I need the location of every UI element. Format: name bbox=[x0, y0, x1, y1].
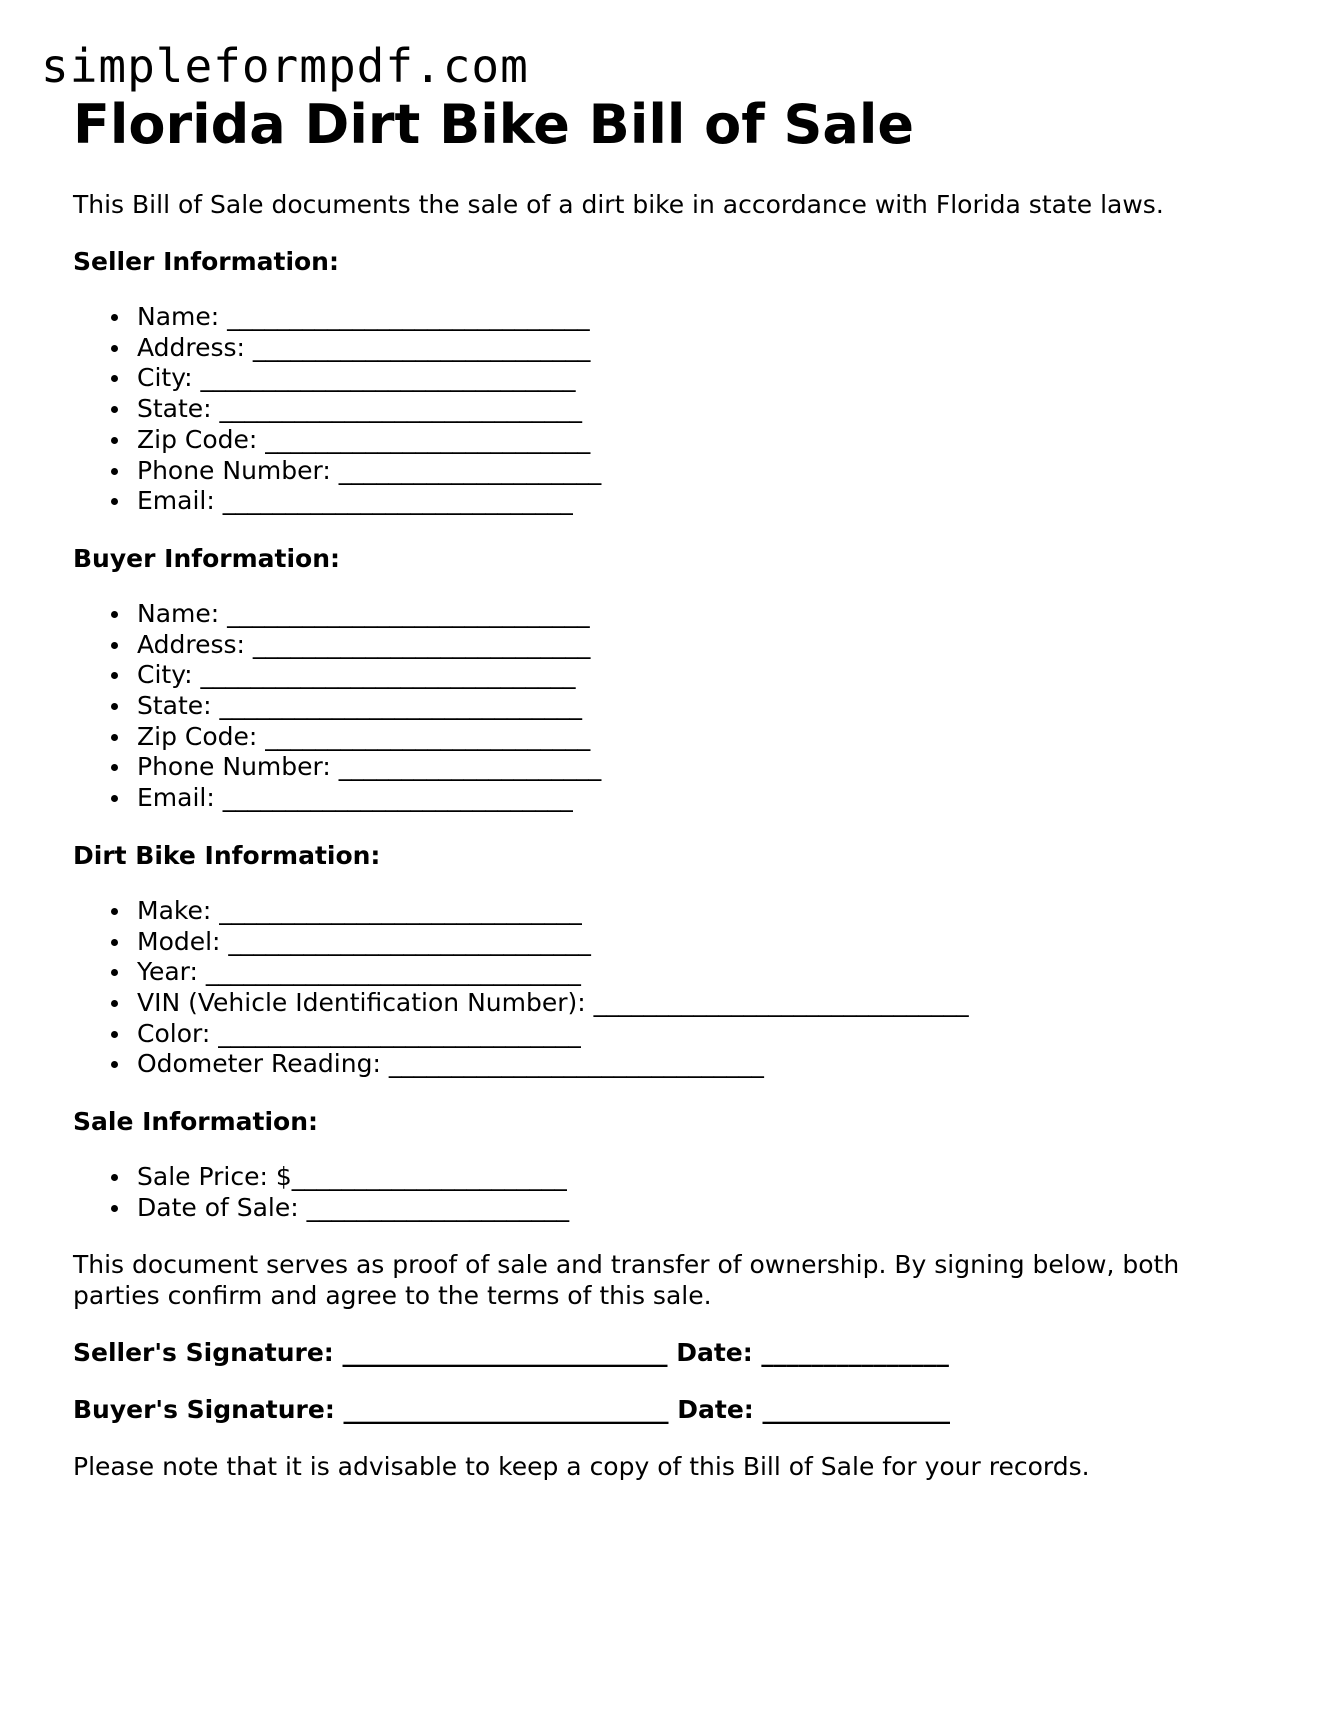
bike-color-field: Color: _____________________________ bbox=[137, 1019, 1253, 1050]
sale-section-heading: Sale Information: bbox=[73, 1107, 318, 1137]
sale-date-field: Date of Sale: _____________________ bbox=[137, 1193, 1253, 1224]
sale-fields-list bbox=[73, 1162, 1253, 1223]
buyer-phone-field: Phone Number: _____________________ bbox=[137, 752, 1253, 783]
buyer-email-field: Email: ____________________________ bbox=[137, 783, 1253, 814]
intro-paragraph: This Bill of Sale documents the sale of a dirt bike in accordance with Florida state laws. bbox=[73, 190, 1164, 219]
buyer-state-field: State: _____________________________ bbox=[137, 691, 1253, 722]
bike-model-field: Model: _____________________________ bbox=[137, 927, 1253, 958]
seller-signature-line: Seller's Signature: __________________________ Date: _______________ bbox=[73, 1338, 949, 1368]
agreement-paragraph: This document serves as proof of sale and transfer of ownership. By signing below, both parties confirm and agree to the terms of this sale. bbox=[73, 1250, 1180, 1311]
seller-section-heading: Seller Information: bbox=[73, 247, 339, 276]
bike-fields-list bbox=[73, 896, 1253, 1080]
seller-address-field: Address: ___________________________ bbox=[137, 333, 1253, 364]
buyer-section-heading: Buyer Information: bbox=[73, 543, 341, 573]
document-title: Florida Dirt Bike Bill of Sale bbox=[73, 93, 915, 156]
bike-year-field: Year: ______________________________ bbox=[137, 957, 1253, 988]
buyer-signature-line: Buyer's Signature: __________________________ Date: _______________ bbox=[73, 1395, 950, 1425]
bike-odometer-field: Odometer Reading: ______________________________ bbox=[137, 1049, 1253, 1080]
buyer-address-field: Address: ___________________________ bbox=[137, 630, 1253, 661]
closing-note: Please note that it is advisable to keep a copy of this Bill of Sale for your records. bbox=[73, 1452, 1090, 1482]
buyer-city-field: City: ______________________________ bbox=[137, 660, 1253, 691]
seller-phone-field: Phone Number: _____________________ bbox=[137, 456, 1253, 487]
buyer-zip-field: Zip Code: __________________________ bbox=[137, 722, 1253, 753]
seller-zip-field: Zip Code: __________________________ bbox=[137, 425, 1253, 456]
seller-name-field: Name: _____________________________ bbox=[137, 302, 1253, 333]
buyer-fields-list bbox=[73, 599, 1253, 814]
seller-state-field: State: _____________________________ bbox=[137, 394, 1253, 425]
seller-city-field: City: ______________________________ bbox=[137, 363, 1253, 394]
bike-vin-field: VIN (Vehicle Identification Number): ______________________________ bbox=[137, 988, 1253, 1019]
bill-of-sale-document bbox=[73, 92, 1253, 1482]
bike-make-field: Make: _____________________________ bbox=[137, 896, 1253, 927]
site-watermark: simpleformpdf.com bbox=[41, 39, 529, 93]
seller-fields-list bbox=[73, 302, 1253, 517]
bike-section-heading: Dirt Bike Information: bbox=[73, 840, 381, 870]
sale-price-field: Sale Price: $______________________ bbox=[137, 1162, 1253, 1193]
seller-email-field: Email: ____________________________ bbox=[137, 486, 1253, 517]
buyer-name-field: Name: _____________________________ bbox=[137, 599, 1253, 630]
